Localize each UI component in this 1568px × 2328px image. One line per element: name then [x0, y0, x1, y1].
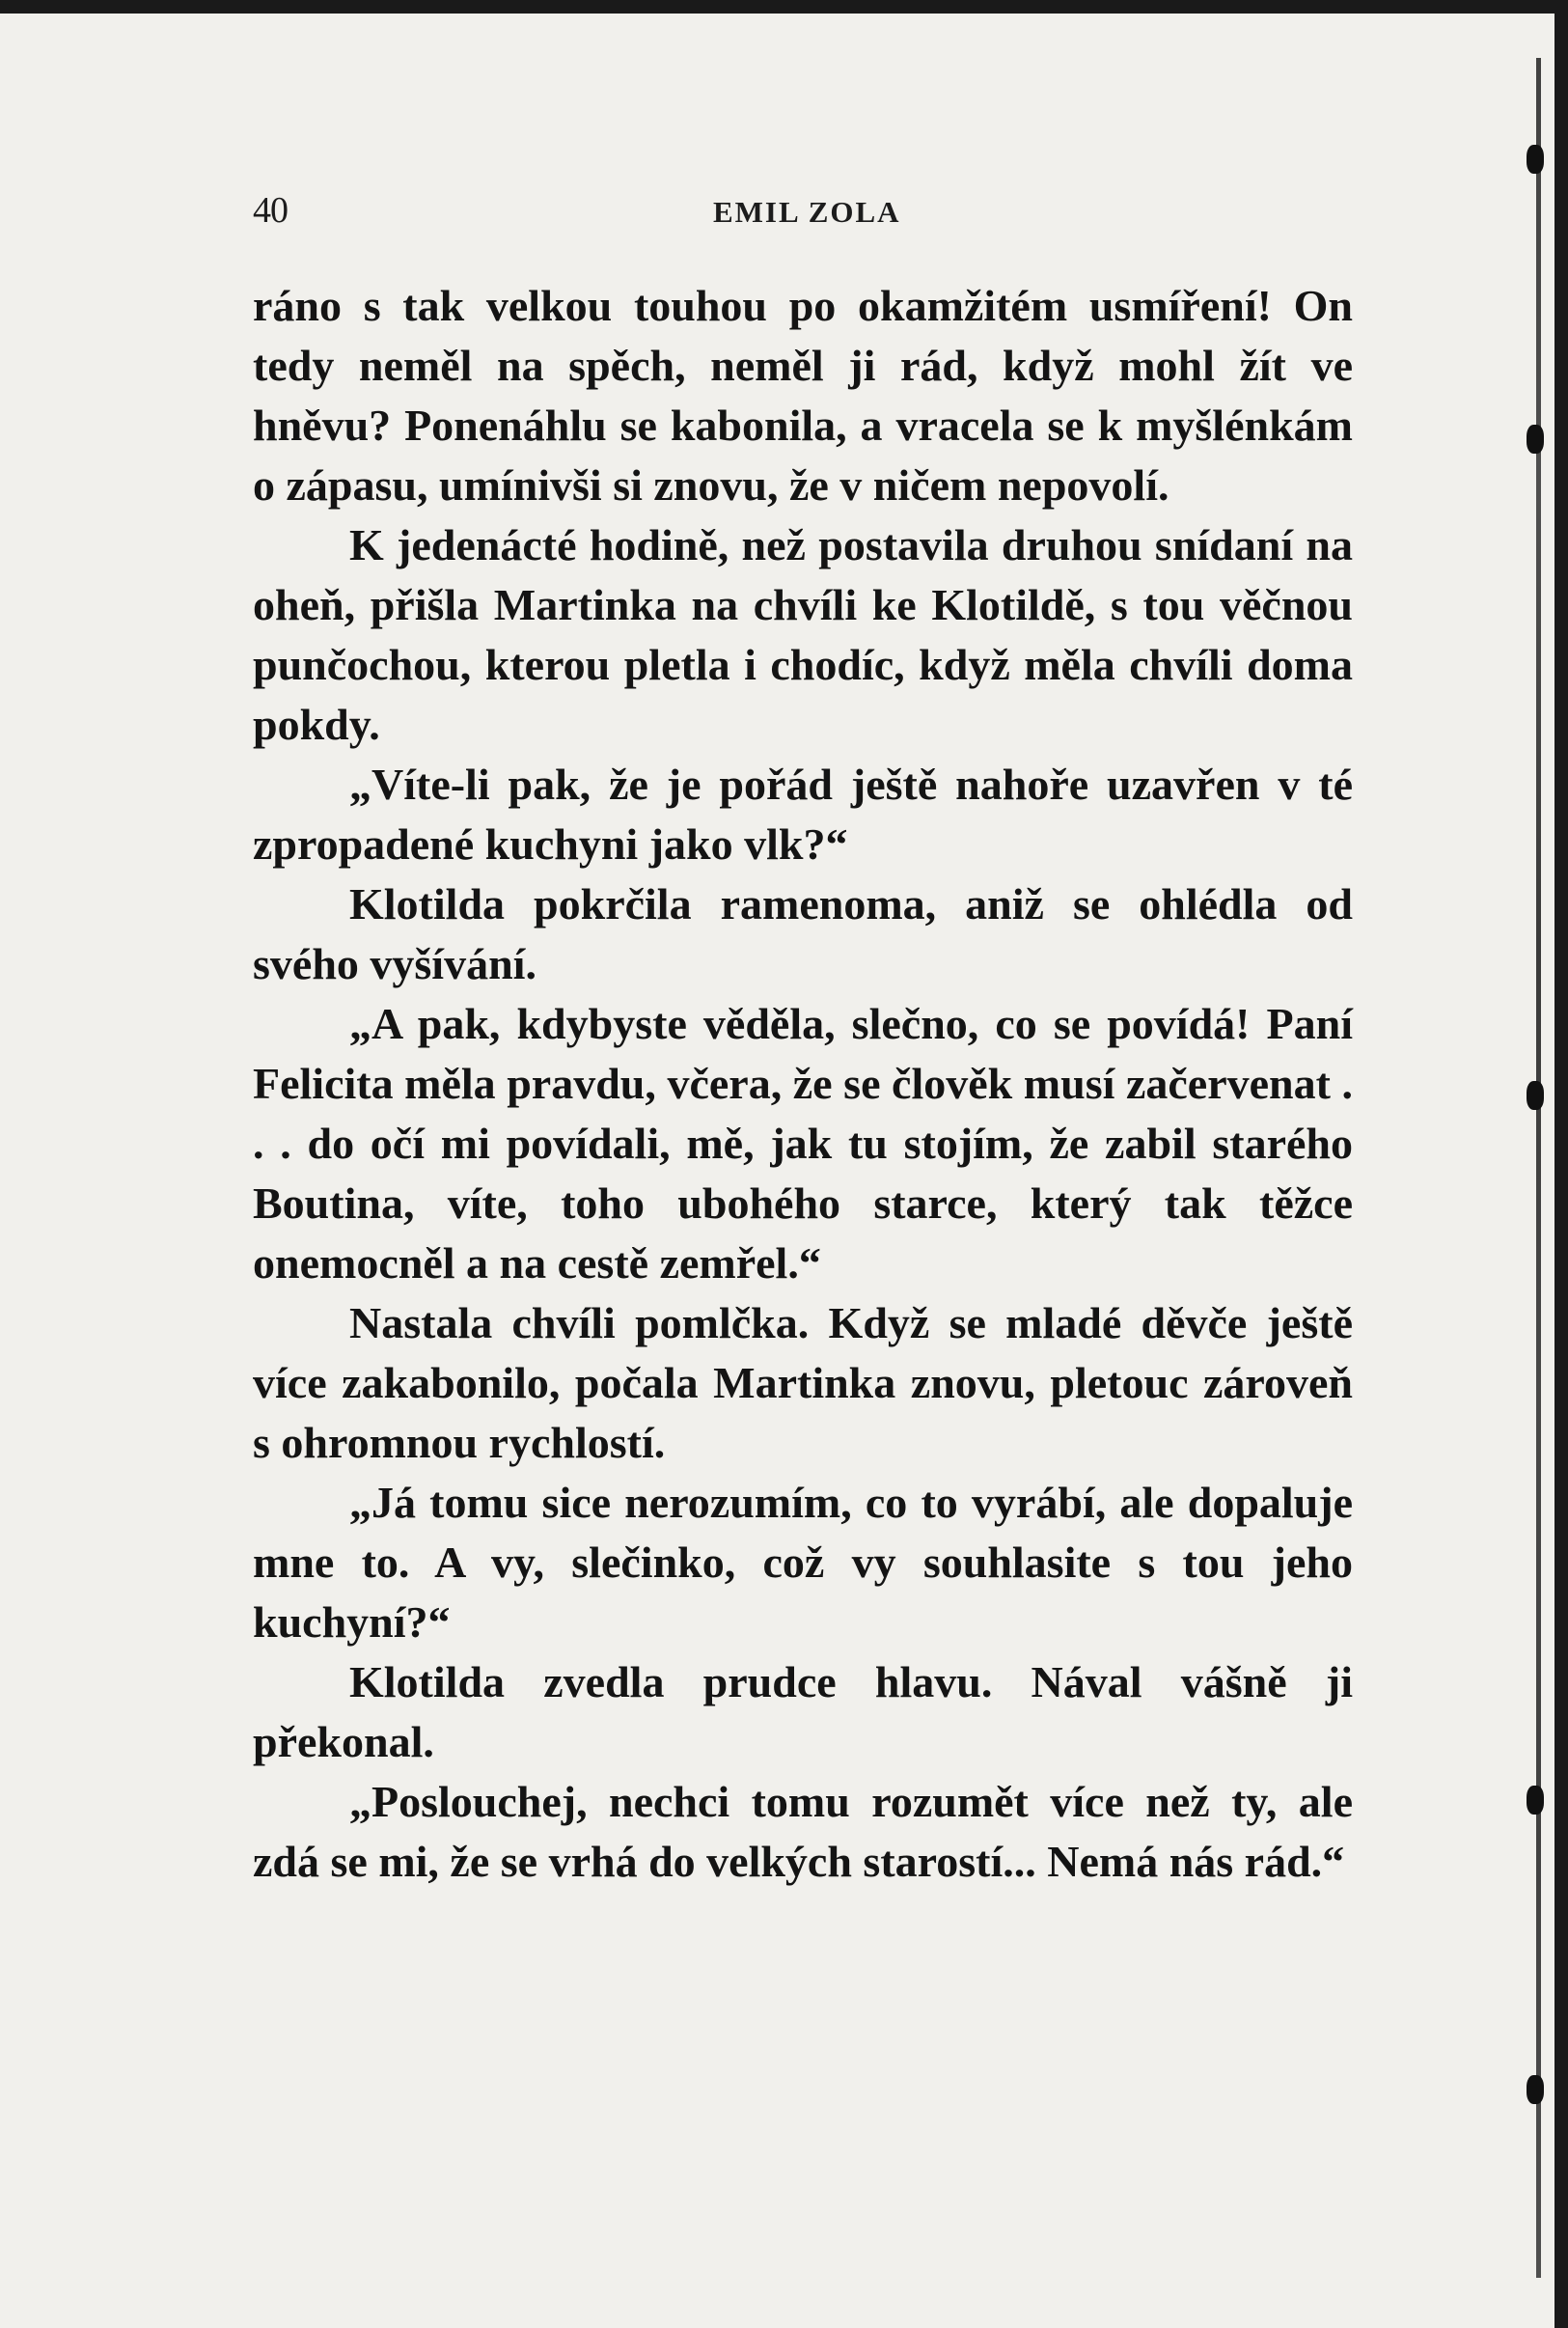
- paragraph: Nastala chvíli pomlčka. Když se mladé děvče ještě více zakabonilo, počala Martinka znovu, pletouc zároveň s ohromnou rychlostí.: [253, 1298, 1353, 1467]
- paragraph: ráno s tak velkou touhou po okamžitém usmíření! On tedy neměl na spěch, neměl ji rád, když mohl žít ve hněvu? Ponenáhlu se kabonila, a vracela se k myšlénkám o zápasu, umínivši si znovu, že v ničem nepovolí.: [253, 281, 1353, 510]
- binding-mark: [1527, 425, 1544, 454]
- paragraph: K jedenácté hodině, než postavila druhou snídaní na oheň, přišla Martinka na chvíli ke Klotildě, s tou věčnou punčochou, kterou pletla i chodíc, když měla chvíli doma pokdy.: [253, 520, 1353, 749]
- paragraph: Klotilda zvedla prudce hlavu. Nával vášně ji překonal.: [253, 1657, 1353, 1766]
- binding-strip: [1515, 58, 1552, 2278]
- running-head: [253, 189, 1353, 237]
- paragraph: „Víte-li pak, že je pořád ještě nahoře uzavřen v té zpropadené kuchyni jako vlk?“: [253, 760, 1353, 869]
- binding-mark: [1527, 2075, 1544, 2104]
- paragraph: Klotilda pokrčila ramenoma, aniž se ohlédla od svého vyšívání.: [253, 879, 1353, 988]
- body-text: [253, 276, 1353, 1892]
- page-right-edge: [1554, 0, 1568, 2328]
- paragraph: „Poslouchej, nechci tomu rozumět více než ty, ale zdá se mi, že se vrhá do velkých starostí... Nemá nás rád.“: [253, 1777, 1353, 1886]
- paragraph: „A pak, kdybyste věděla, slečno, co se povídá! Paní Felicita měla pravdu, včera, že se člověk musí začervenat . . . do očí mi povídali, mě, jak tu stojím, že zabil starého Boutina, víte, toho ubohého starce, který tak těžce onemocněl a na cestě zemřel.“: [253, 999, 1353, 1288]
- binding-mark: [1527, 145, 1544, 174]
- binding-line: [1536, 58, 1541, 2278]
- binding-mark: [1527, 1786, 1544, 1815]
- paragraph: „Já tomu sice nerozumím, co to vyrábí, ale dopaluje mne to. A vy, slečinko, což vy souhlasite s tou jeho kuchyní?“: [253, 1478, 1353, 1647]
- page-number: 40: [253, 190, 288, 231]
- running-head-author: EMIL ZOLA: [713, 195, 901, 229]
- binding-mark: [1527, 1081, 1544, 1110]
- page-top-edge: [0, 0, 1568, 14]
